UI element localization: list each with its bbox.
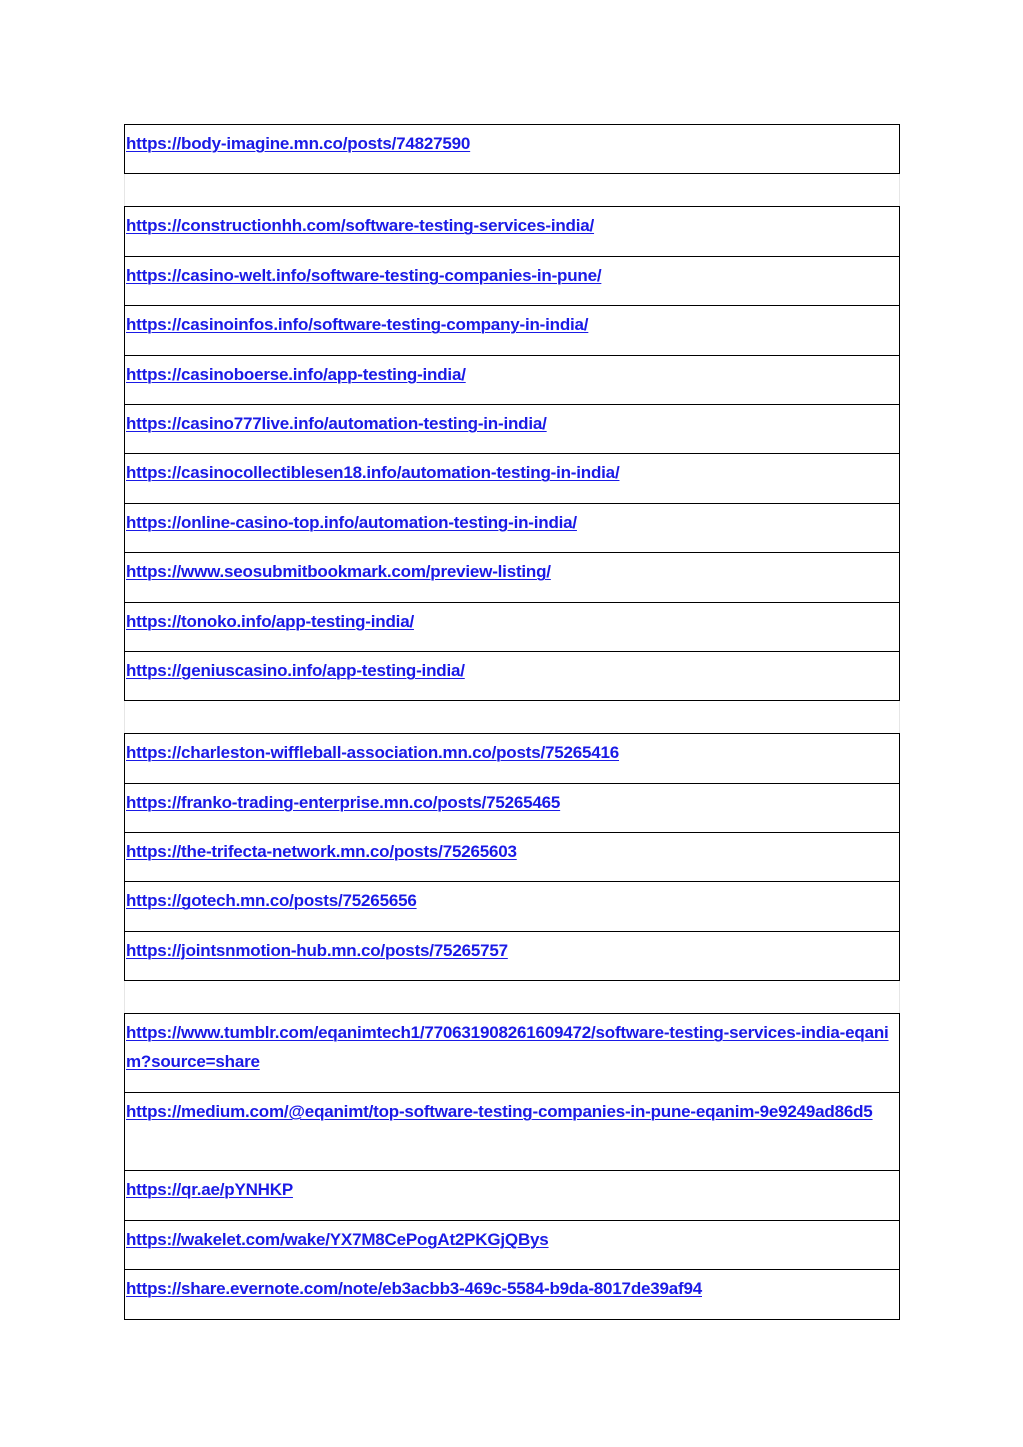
url-link[interactable]: https://casino777live.info/automation-testing-in-india/	[126, 413, 547, 433]
url-link[interactable]: https://body-imagine.mn.co/posts/74827590	[126, 134, 471, 153]
url-link[interactable]: https://tonoko.info/app-testing-india/	[126, 611, 414, 631]
url-link[interactable]: https://wakelet.com/wake/YX7M8CePogAt2PKGjQBys	[126, 1229, 549, 1249]
link-group-4	[124, 1013, 900, 1319]
table-row	[125, 932, 899, 981]
url-link[interactable]: https://constructionhh.com/software-testing-services-india/	[126, 216, 595, 236]
table-row	[125, 125, 899, 174]
url-link[interactable]: https://casinoinfos.info/software-testing-company-in-india/	[126, 315, 589, 335]
url-link[interactable]: https://franko-trading-enterprise.mn.co/posts/75265465	[126, 792, 561, 812]
table-row	[125, 652, 899, 701]
url-link[interactable]: https://casino-welt.info/software-testing-companies-in-pune/	[126, 265, 602, 285]
table-row	[125, 882, 899, 931]
links-table	[124, 124, 900, 1320]
table-row	[125, 553, 899, 602]
url-link[interactable]: https://geniuscasino.info/app-testing-india/	[126, 660, 465, 680]
table-row	[125, 784, 899, 833]
link-group-1	[124, 124, 900, 174]
url-link[interactable]: https://jointsnmotion-hub.mn.co/posts/75265757	[126, 940, 508, 960]
table-row	[125, 1221, 899, 1270]
table-row	[125, 454, 899, 503]
table-row	[125, 207, 899, 256]
table-gap	[124, 981, 900, 1013]
url-link[interactable]: https://share.evernote.com/note/eb3acbb3-469c-5584-b9da-8017de39af94	[126, 1279, 702, 1299]
url-link[interactable]: https://casinocollectiblesen18.info/automation-testing-in-india/	[126, 463, 620, 483]
table-row	[125, 833, 899, 882]
url-link[interactable]: https://medium.com/@eqanimt/top-software-testing-companies-in-pune-eqanim-9e9249ad86d5	[126, 1101, 873, 1121]
url-link[interactable]: https://charleston-wiffleball-association.mn.co/posts/75265416	[126, 743, 620, 763]
table-row	[125, 1093, 899, 1172]
link-group-2	[124, 206, 900, 701]
table-gap	[124, 174, 900, 206]
url-link[interactable]: https://the-trifecta-network.mn.co/posts/75265603	[126, 842, 517, 862]
table-row	[125, 257, 899, 306]
table-row	[125, 1014, 899, 1093]
url-link[interactable]: https://qr.ae/pYNHKP	[126, 1180, 293, 1200]
table-gap	[124, 701, 900, 733]
table-row	[125, 504, 899, 553]
url-link[interactable]: https://online-casino-top.info/automation-testing-in-india/	[126, 512, 577, 532]
url-link[interactable]: https://gotech.mn.co/posts/75265656	[126, 891, 417, 911]
link-group-3	[124, 733, 900, 981]
table-row	[125, 405, 899, 454]
table-row	[125, 734, 899, 783]
table-row	[125, 356, 899, 405]
table-row	[125, 1270, 899, 1319]
url-link[interactable]: https://casinoboerse.info/app-testing-india/	[126, 364, 466, 384]
table-row	[125, 1171, 899, 1220]
table-row	[125, 603, 899, 652]
url-link[interactable]: https://www.seosubmitbookmark.com/preview-listing/	[126, 562, 551, 582]
url-link[interactable]: https://www.tumblr.com/eqanimtech1/770631908261609472/software-testing-services-india-eqanim?source=share	[126, 1023, 889, 1072]
table-row	[125, 306, 899, 355]
